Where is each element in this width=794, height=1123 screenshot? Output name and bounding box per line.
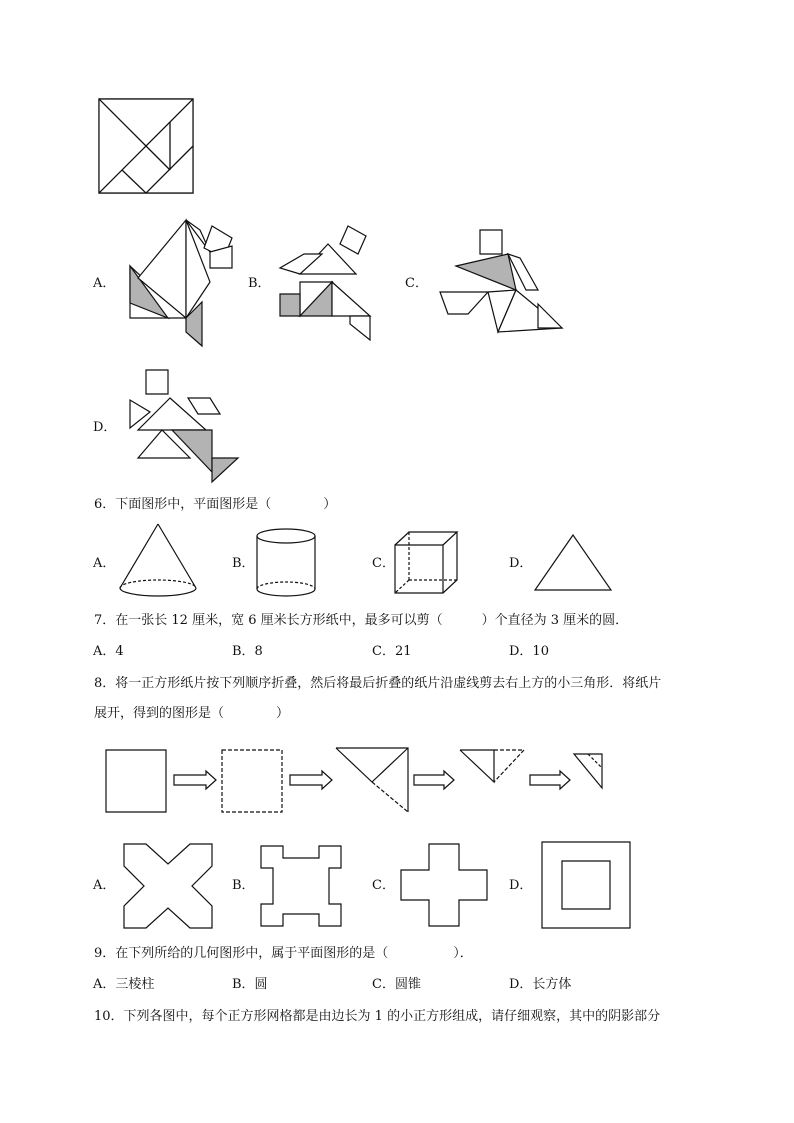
q6-option-d-label: D． (509, 556, 533, 571)
q6-option-b-label: B． (232, 556, 255, 571)
q5-option-a-label: A． (93, 276, 116, 291)
tangram-square-figure (98, 98, 194, 194)
q9-stem: 9．在下列所给的几何图形中，属于平面图形的是（ ）． (94, 946, 473, 961)
q8-option-c-figure (399, 842, 489, 928)
q6-option-a-label: A． (93, 556, 116, 571)
triangle-icon (533, 533, 613, 593)
q8-option-c-label: C． (372, 878, 395, 893)
q8-stem-line1: 8．将一正方形纸片按下列顺序折叠，然后将最后折叠的纸片沿虚线剪去右上方的小三角形．将纸片 (94, 676, 662, 691)
q8-option-d-label: D． (509, 878, 533, 893)
q8-option-d-figure (540, 840, 632, 930)
q9-option-a: A．三棱柱 (93, 977, 155, 992)
q5-option-d-label: D． (93, 420, 117, 435)
q7-option-a: A．4 (93, 644, 124, 659)
q9-option-c: C．圆锥 (372, 977, 421, 992)
q9-option-d: D．长方体 (509, 977, 572, 992)
q5-option-b-label: B． (248, 276, 271, 291)
q8-option-b-label: B． (232, 878, 255, 893)
q5-option-b-figure (278, 224, 374, 342)
q8-option-a-figure (122, 842, 214, 930)
cube-icon (393, 530, 459, 596)
q7-option-c: C．21 (372, 644, 412, 659)
folding-sequence-figure (100, 742, 610, 824)
q7-option-d: D．10 (509, 644, 549, 659)
q8-stem-line2: 展开，得到的图形是（ ） (94, 706, 290, 721)
q9-option-b: B．圆 (232, 977, 268, 992)
q8-option-a-label: A． (93, 878, 116, 893)
q6-option-c-label: C． (372, 556, 395, 571)
q8-option-b-figure (259, 844, 343, 928)
cylinder-icon (255, 527, 317, 599)
q5-option-c-figure (438, 228, 566, 336)
q5-option-d-figure (128, 368, 240, 484)
q5-option-a-figure (128, 218, 238, 350)
q5-option-c-label: C． (405, 276, 428, 291)
cone-icon (118, 522, 198, 598)
q7-option-b: B．8 (232, 644, 263, 659)
q7-stem: 7．在一张长 12 厘米，宽 6 厘米长方形纸中，最多可以剪（ ）个直径为 3 厘米的圆． (94, 613, 629, 628)
q10-stem: 10．下列各图中，每个正方形网格都是由边长为 1 的小正方形组成，请仔细观察，其中的阴影部分 (94, 1009, 661, 1024)
q6-stem: 6．下面图形中，平面图形是（ ） (94, 497, 337, 512)
